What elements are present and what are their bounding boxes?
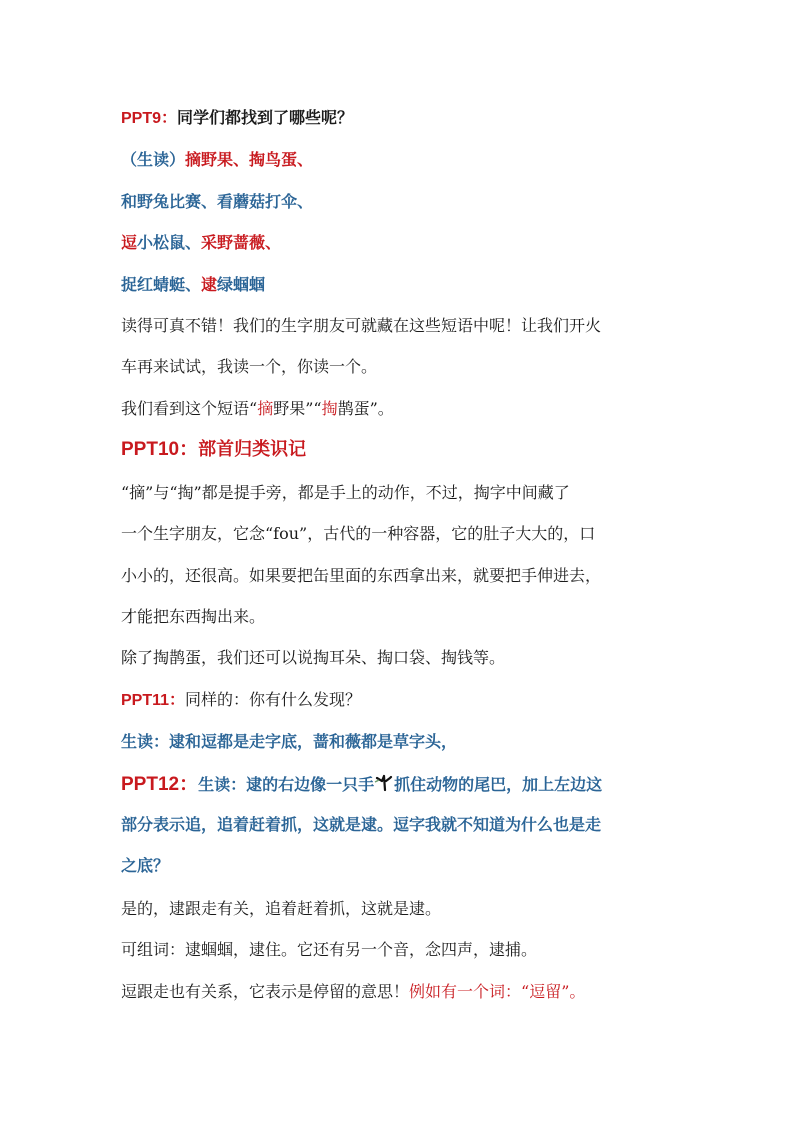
phrase-blue-1: 和野兔比赛、看蘑菇打伞、 [121,192,314,211]
paragraph-3-line-3: 小小的，还很高。如果要把缶里面的东西拿出来，就要把手伸进去， [121,566,602,585]
paragraph-2 [121,399,693,419]
ppt12-line-2: 部分表示追，追着赶着抓，这就是逮。逗字我就不知道为什么也是走 [121,815,602,834]
paragraph-3-line-2: 一个生字朋友，它念“fou”，古代的一种容器，它的肚子大大的，口 [121,524,596,543]
char-dou: 逗 [121,233,138,252]
paragraph-4: 除了掏鹊蛋，我们还可以说掏耳朵、掏口袋、掏钱等。 [121,648,506,667]
phrase-line-3 [121,233,693,253]
paragraph-3-line-1: “摘”与“掏”都是提手旁，都是手上的动作，不过，掏字中间藏了 [121,483,570,502]
p2-part-c: 野果”“ [273,399,322,418]
ppt12-line-3: 之底？ [121,856,170,875]
ppt11-text: 同样的：你有什么发现？ [185,690,362,709]
paragraph-6: 可组词：逮蝈蝈，逮住。它还有另一个音，念四声，逮捕。 [121,940,538,959]
ppt12-line-1 [121,773,693,795]
hand-radical-icon [374,773,394,793]
ppt10-title: 部首归类识记 [198,439,307,460]
p2-part-a: 我们看到这个短语“ [121,399,258,418]
p7-part-a: 逗跟走也有关系，它表示是停留的意思！ [121,982,410,1001]
ppt12-text-b: 抓住动物的尾巴，加上左边这 [394,775,603,794]
phrase-line-4 [121,275,693,295]
ppt10-tag: PPT10： [121,439,199,460]
paragraph-7 [121,982,693,1002]
ppt9-tag: PPT9： [121,110,178,127]
ppt12-tag: PPT12： [121,774,199,795]
student-read-observation: 生读：逮和逗都是走字底，蔷和薇都是草字头， [121,732,458,751]
phrase-blue-2: 小松鼠、 [137,233,202,252]
phrase-red-1: 摘野果、掏鸟蛋、 [185,150,314,169]
ppt10-heading [121,440,693,460]
ppt11-tag: PPT11： [121,692,186,709]
p2-char-zhai: 摘 [257,399,274,418]
ppt12-text-a: 生读：逮的右边像一只手 [198,775,375,794]
phrase-line-1 [121,150,693,170]
student-read-label: （生读） [121,150,186,169]
phrase-blue-4: 绿蝈蝈 [217,275,266,294]
p2-part-e: 鹊蛋”。 [337,399,394,418]
char-dai: 逮 [201,275,218,294]
p7-example: 例如有一个词：“逗留”。 [409,982,586,1001]
ppt9-heading [121,108,693,129]
phrase-line-2 [121,192,693,212]
paragraph-3-line-4: 才能把东西掏出来。 [121,607,266,626]
phrase-blue-3: 捉红蜻蜓、 [121,275,202,294]
ppt9-question: 同学们都找到了哪些呢？ [177,108,354,127]
p2-char-tao: 掏 [321,399,338,418]
paragraph-5: 是的，逮跟走有关，追着赶着抓，这就是逮。 [121,899,442,918]
paragraph-1-line-1: 读得可真不错！我们的生字朋友可就藏在这些短语中呢！让我们开火 [121,316,602,335]
phrase-red-2: 采野蔷薇、 [201,233,282,252]
ppt11-heading [121,690,693,711]
paragraph-1-line-2: 车再来试试，我读一个，你读一个。 [121,357,378,376]
